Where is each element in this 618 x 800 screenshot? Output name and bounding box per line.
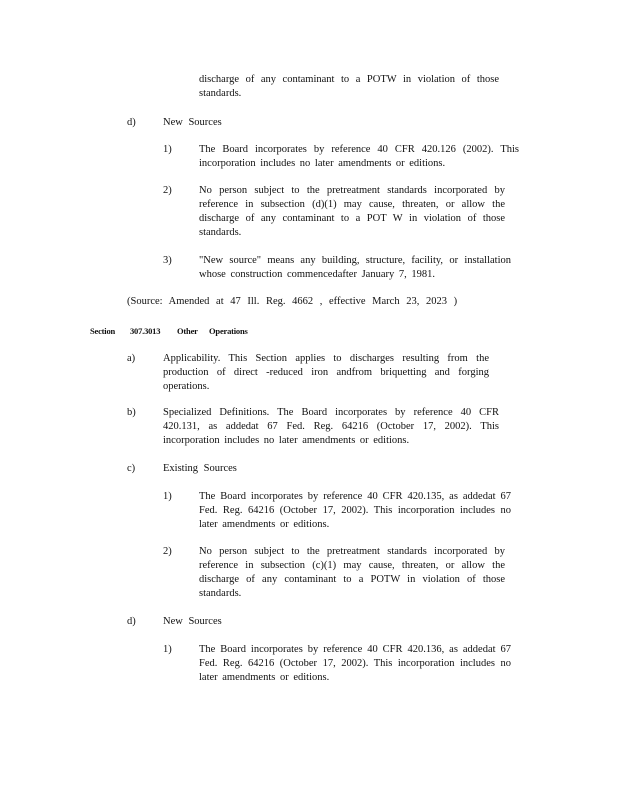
item-paragraph: No person subject to the pretreatment standards incorporated by reference in subsection (d)(1) may cause, threaten, or allow the discharge of any contaminant to a POT W in violation of those standards. <box>199 185 505 238</box>
subsection-label: b) <box>127 407 136 418</box>
item-number: 1) <box>163 144 172 155</box>
section-word: Section <box>90 326 116 336</box>
subsection-paragraph: Applicability. This Section applies to discharges resulting from the production of direct -reduced iron andfrom briquetting and forging operations. <box>163 353 489 392</box>
item-paragraph: The Board incorporates by reference 40 CFR 420.136, as addedat 67 Fed. Reg. 64216 (October 17, 2002). This incorporation includes no later amendments or editions. <box>199 644 511 683</box>
item-number: 3) <box>163 255 172 266</box>
item-number: 2) <box>163 185 172 196</box>
subsection-paragraph: Specialized Definitions. The Board incorporates by reference 40 CFR 420.131, as addedat 67 Fed. Reg. 64216 (October 17, 2002). This incorporation includes no later amendments or editions. <box>163 407 499 446</box>
subsection-label: a) <box>127 353 136 364</box>
item-number: 2) <box>163 546 172 557</box>
item-paragraph: The Board incorporates by reference 40 CFR 420.135, as addedat 67 Fed. Reg. 64216 (October 17, 2002). This incorporation includes no later amendments or editions. <box>199 491 511 530</box>
subsection-label: c) <box>127 463 136 474</box>
section-heading <box>90 324 290 338</box>
item-number: 1) <box>163 491 172 502</box>
source-note: (Source: Amended at 47 Ill. Reg. 4662 , effective March 23, 2023 ) <box>127 296 458 307</box>
section-number: 307.3013 <box>130 326 161 336</box>
continuation-paragraph: discharge of any contaminant to a POTW in violation of those standards. <box>199 74 499 99</box>
subsection-label: d) <box>127 616 136 627</box>
item-paragraph: The Board incorporates by reference 40 CFR 420.126 (2002). This incorporation includes no later amendments or editions. <box>199 144 519 169</box>
item-paragraph: No person subject to the pretreatment standards incorporated by reference in subsection (c)(1) may cause, threaten, or allow the discharge of any contaminant to a POTW in violation of those standards. <box>199 546 505 599</box>
section-title-word: Operations <box>209 326 248 336</box>
subsection-title: New Sources <box>163 616 222 627</box>
section-title-word: Other <box>177 326 198 336</box>
subsection-title: Existing Sources <box>163 463 237 474</box>
item-paragraph: "New source" means any building, structure, facility, or installation whose construction commencedafter January 7, 1981. <box>199 255 511 280</box>
subsection-label: d) <box>127 117 136 128</box>
subsection-title: New Sources <box>163 117 222 128</box>
item-number: 1) <box>163 644 172 655</box>
